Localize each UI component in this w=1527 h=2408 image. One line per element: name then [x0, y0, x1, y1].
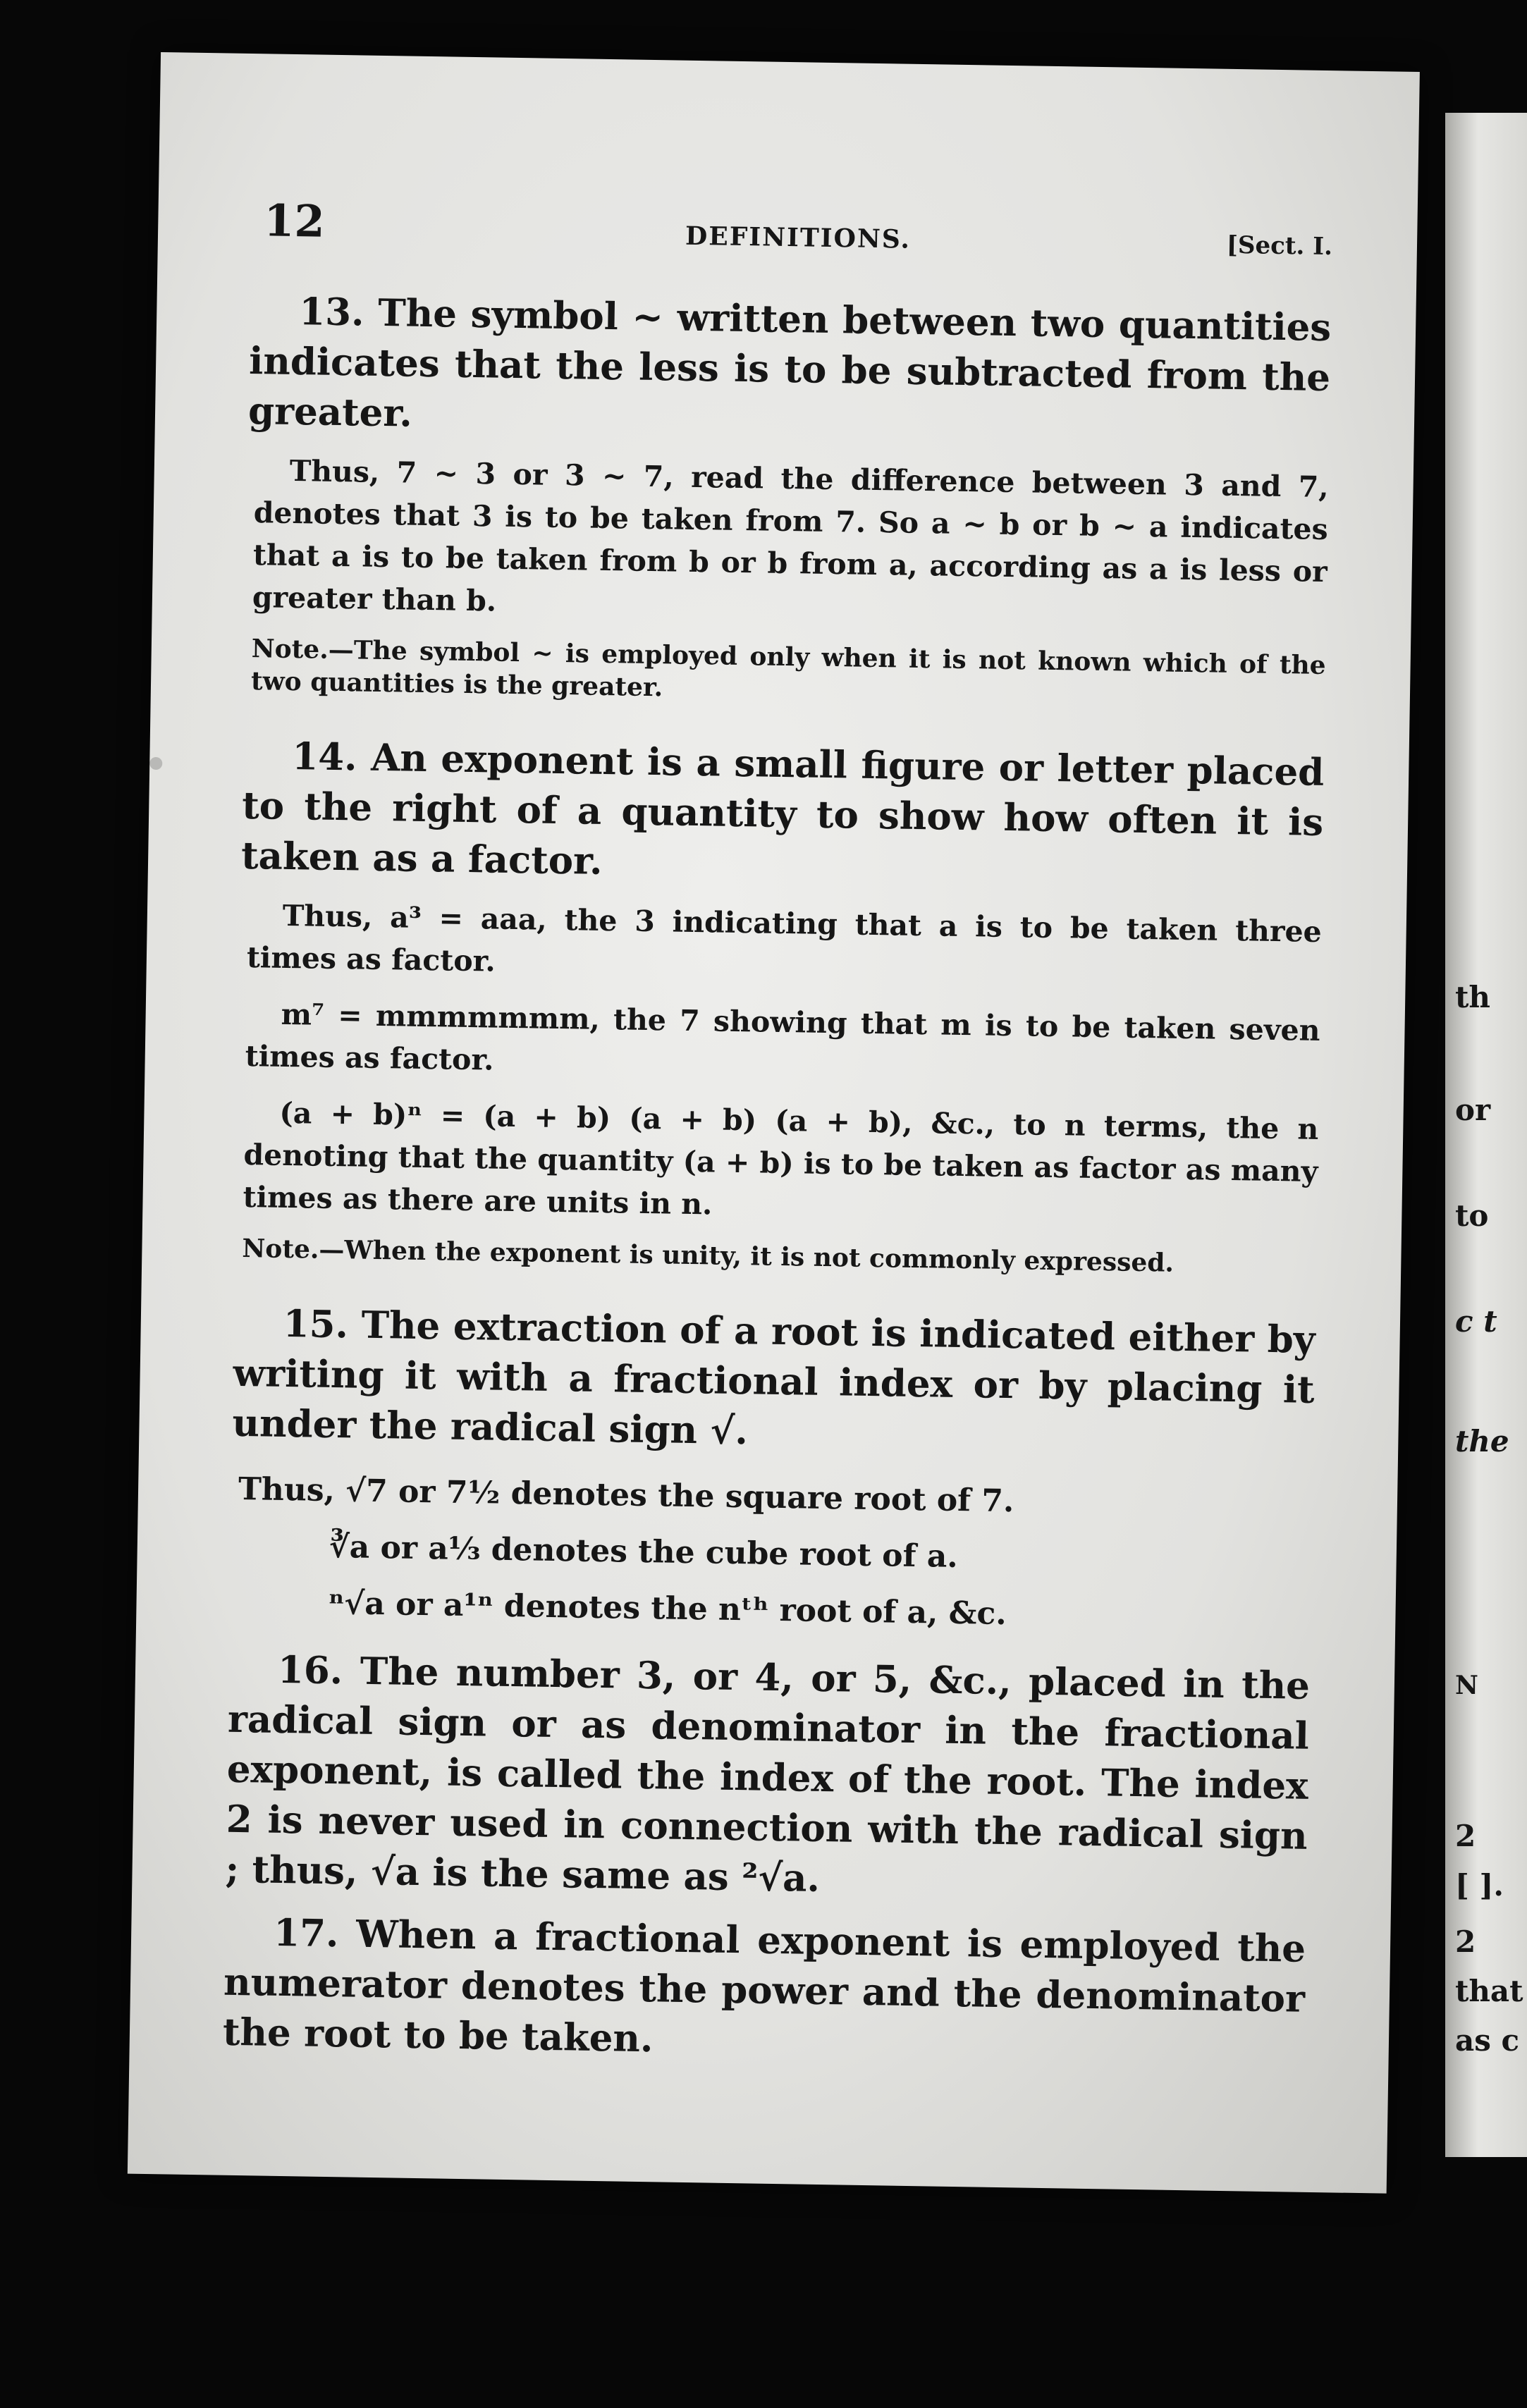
adjacent-fragment: 2: [1455, 1924, 1476, 1959]
book-page: [128, 52, 1420, 2194]
paragraph-number: 14.: [291, 735, 358, 780]
print-speck: [149, 757, 162, 770]
page-header: [264, 195, 1333, 268]
paragraph-17: [222, 1908, 1306, 2075]
formula-square-root: Thus, √7 or 7½ denotes the square root of 7.: [238, 1470, 1014, 1520]
adjacent-fragment: th: [1455, 980, 1490, 1014]
paragraph-number: 15.: [283, 1301, 349, 1347]
paragraph-text: The extraction of a root is indicated either by writing it with a fractional index or by placing it under the radical sign √.: [232, 1303, 1316, 1454]
note-13: Note.—The symbol ~ is employed only when it is not known which of the two quantities is the greater.: [250, 634, 1326, 703]
paragraph-14: [241, 731, 1325, 898]
adjacent-fragment: to: [1455, 1198, 1489, 1233]
example-14-3: (a + b)ⁿ = (a + b) (a + b) (a + b), &c., to n terms, the n denoting that the quantity (a + b) is to be taken as factor as many times as there are units in n.: [243, 1095, 1319, 1222]
paragraph-number: 13.: [298, 290, 365, 335]
page-body: [222, 286, 1332, 2087]
adjacent-fragment: N: [1455, 1671, 1478, 1700]
adjacent-fragment: as c: [1455, 2023, 1520, 2058]
adjacent-fragment: that: [1455, 1974, 1523, 2008]
paragraph-text: An exponent is a small figure or letter placed to the right of a quantity to show how often it is taken as a factor.: [240, 735, 1325, 883]
adjacent-page-edge: [1445, 113, 1527, 2157]
section-reference: [Sect. I.: [1226, 231, 1333, 262]
paragraph-text: The number 3, or 4, or 5, &c., placed in the radical sign or as denominator in the fractional exponent, is called the index of the root. The index 2 is never used in connection with the radical sign ; thus, √a is the same as ²√a.: [225, 1649, 1311, 1900]
adjacent-fragment: 2: [1455, 1819, 1476, 1853]
paragraph-number: 16.: [277, 1647, 343, 1693]
note-14: Note.—When the exponent is unity, it is not commonly expressed.: [242, 1233, 1175, 1278]
adjacent-fragment: c t: [1455, 1304, 1497, 1339]
paragraph-16: [225, 1645, 1310, 1912]
formula-nth-root: ⁿ√a or a¹ⁿ denotes the nᵗʰ root of a, &c.: [328, 1585, 1007, 1633]
paragraph-number: 17.: [273, 1910, 339, 1956]
adjacent-fragment: the: [1455, 1424, 1509, 1458]
paragraph-text: When a fractional exponent is employed the numerator denotes the power and the denominator the root to be taken.: [222, 1912, 1306, 2061]
page-number: 12: [263, 195, 326, 247]
example-14-1: Thus, a³ = aaa, the 3 indicating that a is to be taken three times as factor.: [246, 898, 1323, 978]
running-title: DEFINITIONS.: [685, 221, 912, 254]
paragraph-13: [248, 286, 1332, 453]
paragraph-15: [232, 1298, 1316, 1466]
adjacent-fragment: or: [1455, 1093, 1491, 1127]
example-14-2: m⁷ = mmmmmmm, the 7 showing that m is to be taken seven times as factor.: [245, 997, 1320, 1077]
paragraph-text: The symbol ~ written between two quantities indicates that the less is to be subtracted from the greater.: [247, 290, 1332, 436]
example-13: Thus, 7 ~ 3 or 3 ~ 7, read the difference between 3 and 7, denotes that 3 is to be taken from 7. So a ~ b or b ~ a indicates that a is to be taken from b or b from a, according as a is less or greater than b.: [252, 453, 1329, 618]
formula-cube-root: ∛a or a⅓ denotes the cube root of a.: [329, 1528, 959, 1575]
adjacent-fragment: [ ].: [1455, 1868, 1504, 1903]
